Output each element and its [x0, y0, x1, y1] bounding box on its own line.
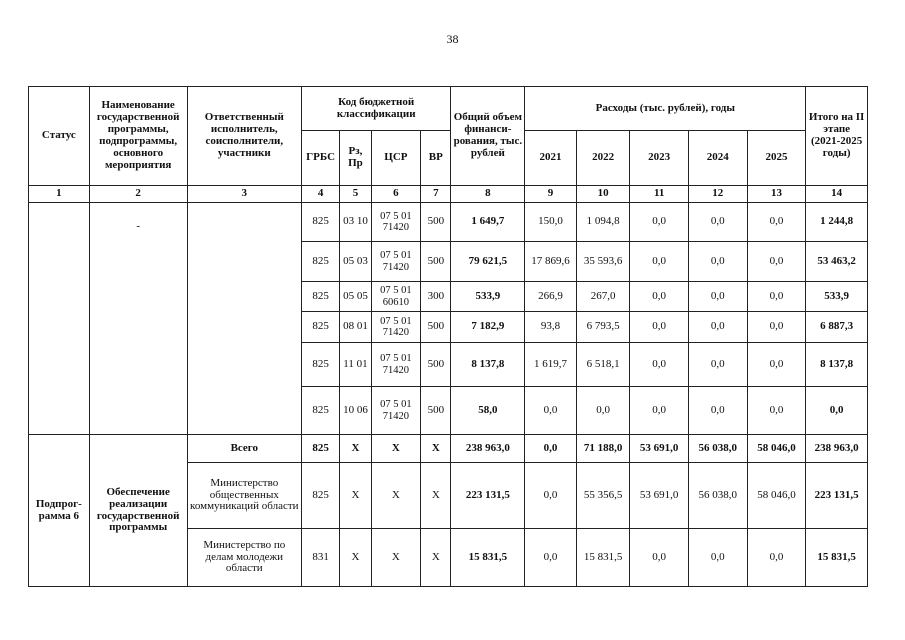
stage-total-cell: 53 463,2: [806, 242, 868, 282]
grbs-cell: 825: [301, 312, 339, 343]
budget-table: [28, 86, 868, 587]
total-cell: 7 182,9: [451, 312, 525, 343]
header-grbs: ГРБС: [301, 131, 339, 186]
grbs-cell: 831: [301, 529, 339, 587]
year-2021-cell: 266,9: [525, 282, 577, 312]
table-row: [29, 435, 868, 463]
csr-cell: 07 5 01 71420: [371, 242, 421, 282]
year-2021-cell: 0,0: [525, 529, 577, 587]
vr-cell: Х: [421, 435, 451, 463]
header-year-2021: 2021: [525, 131, 577, 186]
responsible-cell: Министерство общественных коммуникаций области: [187, 463, 301, 529]
csr-cell: Х: [371, 529, 421, 587]
header-total: Общий объем финанси-рования, тыс. рублей: [451, 87, 525, 186]
year-2025-cell: 0,0: [747, 387, 806, 435]
grbs-cell: 825: [301, 282, 339, 312]
grbs-cell: 825: [301, 203, 339, 242]
year-2023-cell: 0,0: [630, 387, 689, 435]
header-year-2025: 2025: [747, 131, 806, 186]
csr-cell: 07 5 01 60610: [371, 282, 421, 312]
grbs-cell: 825: [301, 343, 339, 387]
name-cell-dash: [89, 203, 187, 435]
header-status: Статус: [29, 87, 90, 186]
header-expenses: Расходы (тыс. рублей), годы: [525, 87, 806, 131]
year-2022-cell: 267,0: [576, 282, 630, 312]
year-2022-cell: 35 593,6: [576, 242, 630, 282]
year-2024-cell: 56 038,0: [688, 435, 747, 463]
rzpr-cell: 08 01: [340, 312, 371, 343]
column-number: 2: [89, 186, 187, 203]
column-number: 3: [187, 186, 301, 203]
year-2021-cell: 0,0: [525, 463, 577, 529]
column-number: 8: [451, 186, 525, 203]
year-2023-cell: 0,0: [630, 343, 689, 387]
header-year-2023: 2023: [630, 131, 689, 186]
total-cell: 238 963,0: [451, 435, 525, 463]
year-2021-cell: 150,0: [525, 203, 577, 242]
year-2021-cell: 0,0: [525, 435, 577, 463]
year-2024-cell: 0,0: [688, 387, 747, 435]
header-year-2024: 2024: [688, 131, 747, 186]
csr-cell: 07 5 01 71420: [371, 387, 421, 435]
header-name: Наименование государственной программы, подпрограммы, основного мероприятия: [89, 87, 187, 186]
stage-total-cell: 238 963,0: [806, 435, 868, 463]
column-number: 6: [371, 186, 421, 203]
status-cell-empty: [29, 203, 90, 435]
header-budget-code: Код бюджетной классификации: [301, 87, 451, 131]
vr-cell: 500: [421, 312, 451, 343]
year-2024-cell: 0,0: [688, 343, 747, 387]
year-2023-cell: 0,0: [630, 529, 689, 587]
stage-total-cell: 1 244,8: [806, 203, 868, 242]
year-2023-cell: 0,0: [630, 242, 689, 282]
page-number: 38: [446, 32, 459, 46]
grbs-cell: 825: [301, 435, 339, 463]
year-2025-cell: 0,0: [747, 282, 806, 312]
year-2024-cell: 0,0: [688, 529, 747, 587]
rzpr-cell: Х: [340, 529, 371, 587]
vr-cell: Х: [421, 529, 451, 587]
column-number: 5: [340, 186, 371, 203]
year-2022-cell: 71 188,0: [576, 435, 630, 463]
year-2022-cell: 6 518,1: [576, 343, 630, 387]
total-cell: 223 131,5: [451, 463, 525, 529]
vr-cell: 500: [421, 387, 451, 435]
vr-cell: Х: [421, 463, 451, 529]
year-2023-cell: 0,0: [630, 312, 689, 343]
column-number: 4: [301, 186, 339, 203]
responsible-cell-empty: [187, 203, 301, 435]
year-2021-cell: 17 869,6: [525, 242, 577, 282]
column-number: 7: [421, 186, 451, 203]
year-2025-cell: 0,0: [747, 242, 806, 282]
vr-cell: 500: [421, 203, 451, 242]
table-row: [29, 203, 868, 242]
column-number: 11: [630, 186, 689, 203]
year-2022-cell: 15 831,5: [576, 529, 630, 587]
stage-total-cell: 8 137,8: [806, 343, 868, 387]
vr-cell: 500: [421, 242, 451, 282]
year-2022-cell: 6 793,5: [576, 312, 630, 343]
rzpr-cell: Х: [340, 463, 371, 529]
stage-total-cell: 533,9: [806, 282, 868, 312]
year-2024-cell: 0,0: [688, 282, 747, 312]
rzpr-cell: 10 06: [340, 387, 371, 435]
year-2023-cell: 53 691,0: [630, 463, 689, 529]
rzpr-cell: 11 01: [340, 343, 371, 387]
rzpr-cell: Х: [340, 435, 371, 463]
column-number: 13: [747, 186, 806, 203]
column-number: 10: [576, 186, 630, 203]
year-2025-cell: 58 046,0: [747, 435, 806, 463]
column-number: 12: [688, 186, 747, 203]
total-cell: 1 649,7: [451, 203, 525, 242]
rzpr-cell: 05 05: [340, 282, 371, 312]
rzpr-cell: 05 03: [340, 242, 371, 282]
stage-total-cell: 0,0: [806, 387, 868, 435]
year-2025-cell: 0,0: [747, 312, 806, 343]
csr-cell: Х: [371, 435, 421, 463]
year-2023-cell: 53 691,0: [630, 435, 689, 463]
header-csr: ЦСР: [371, 131, 421, 186]
year-2023-cell: 0,0: [630, 203, 689, 242]
dash-mark: -: [136, 220, 140, 232]
year-2024-cell: 56 038,0: [688, 463, 747, 529]
year-2023-cell: 0,0: [630, 282, 689, 312]
year-2024-cell: 0,0: [688, 242, 747, 282]
header-vr: ВР: [421, 131, 451, 186]
responsible-cell: Всего: [187, 435, 301, 463]
year-2025-cell: 58 046,0: [747, 463, 806, 529]
year-2021-cell: 0,0: [525, 387, 577, 435]
year-2021-cell: 1 619,7: [525, 343, 577, 387]
grbs-cell: 825: [301, 387, 339, 435]
stage-total-cell: 6 887,3: [806, 312, 868, 343]
stage-total-cell: 223 131,5: [806, 463, 868, 529]
year-2021-cell: 93,8: [525, 312, 577, 343]
grbs-cell: 825: [301, 463, 339, 529]
total-cell: 15 831,5: [451, 529, 525, 587]
header-responsible: Ответственный исполнитель, соисполнители, участники: [187, 87, 301, 186]
subprogram-name-cell: Обеспечение реализации государственной программы: [89, 435, 187, 587]
column-number: 1: [29, 186, 90, 203]
year-2024-cell: 0,0: [688, 203, 747, 242]
total-cell: 8 137,8: [451, 343, 525, 387]
year-2025-cell: 0,0: [747, 203, 806, 242]
year-2022-cell: 55 356,5: [576, 463, 630, 529]
column-number: 14: [806, 186, 868, 203]
total-cell: 79 621,5: [451, 242, 525, 282]
header-stage-total: Итого на II этапе (2021-2025 годы): [806, 87, 868, 186]
stage-total-cell: 15 831,5: [806, 529, 868, 587]
year-2022-cell: 0,0: [576, 387, 630, 435]
vr-cell: 300: [421, 282, 451, 312]
year-2022-cell: 1 094,8: [576, 203, 630, 242]
responsible-cell: Министерство по делам молодежи области: [187, 529, 301, 587]
csr-cell: 07 5 01 71420: [371, 203, 421, 242]
total-cell: 58,0: [451, 387, 525, 435]
total-cell: 533,9: [451, 282, 525, 312]
column-number-row: [29, 186, 868, 203]
csr-cell: 07 5 01 71420: [371, 312, 421, 343]
grbs-cell: 825: [301, 242, 339, 282]
vr-cell: 500: [421, 343, 451, 387]
year-2024-cell: 0,0: [688, 312, 747, 343]
subprogram-status-cell: Подпрог-рамма 6: [29, 435, 90, 587]
csr-cell: 07 5 01 71420: [371, 343, 421, 387]
year-2025-cell: 0,0: [747, 343, 806, 387]
csr-cell: Х: [371, 463, 421, 529]
header-rzpr: Рз, Пр: [340, 131, 371, 186]
header-year-2022: 2022: [576, 131, 630, 186]
rzpr-cell: 03 10: [340, 203, 371, 242]
year-2025-cell: 0,0: [747, 529, 806, 587]
column-number: 9: [525, 186, 577, 203]
